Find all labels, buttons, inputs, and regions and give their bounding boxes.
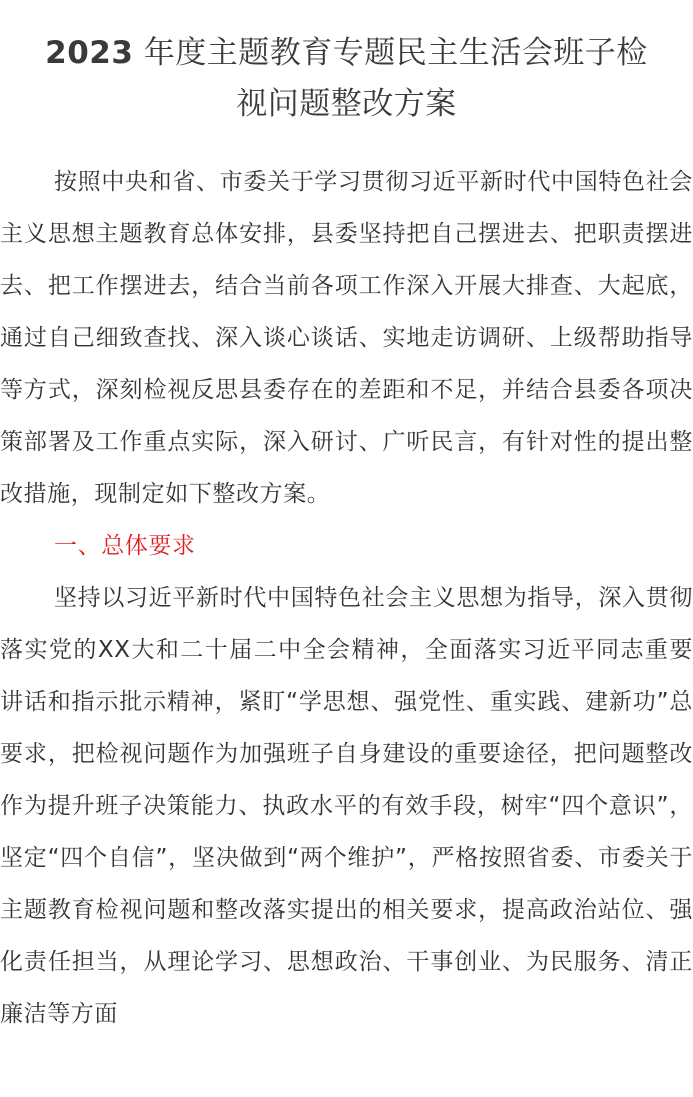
title-year: 2023 (45, 35, 134, 71)
section-paragraph-overall-requirements: 坚持以习近平新时代中国特色社会主义思想为指导，深入贯彻落实党的XX大和二十届二中全会精神，全面落实习近平同志重要讲话和指示批示精神，紧盯“学思想、强党性、重实践、建新功”总要求，把检视问题作为加强班子自身建设的重要途径，把问题整改作为提升班子决策能力、执政水平的有效手段，树牢“四个意识”，坚定“四个自信”，坚决做到“两个维护”，严格按照省委、市委关于主题教育检视问题和整改落实提出的相关要求，提高政治站位、强化责任担当，从理论学习、思想政治、干事创业、为民服务、清正廉洁等方面 (0, 585, 693, 1027)
title-line-2: 视问题整改方案 (236, 86, 457, 122)
document-body (0, 156, 693, 1040)
title-line-1 (0, 28, 693, 79)
title-line-1-text: 年度主题教育专题民主生活会班子检 (143, 35, 648, 71)
intro-paragraph: 按照中央和省、市委关于学习贯彻习近平新时代中国特色社会主义思想主题教育总体安排，县委坚持把自己摆进去、把职责摆进去、把工作摆进去，结合当前各项工作深入开展大排查、大起底，通过自己细致查找、深入谈心谈话、实地走访调研、上级帮助指导等方式，深刻检视反思县委存在的差距和不足，并结合县委各项决策部署及工作重点实际，深入研讨、广听民言，有针对性的提出整改措施，现制定如下整改方案。 (0, 169, 693, 507)
document-title (0, 0, 693, 130)
section-heading-overall-requirements: 一、总体要求 (54, 533, 196, 559)
